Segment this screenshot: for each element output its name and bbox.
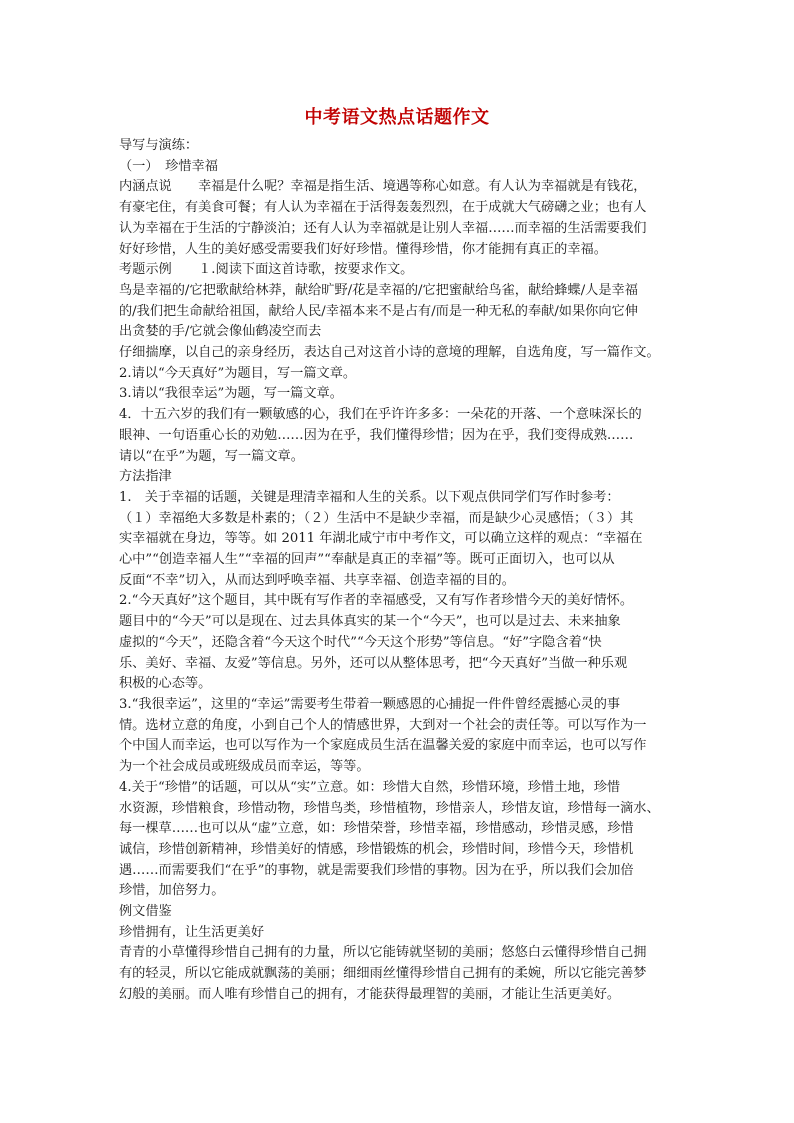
text-line: 1. 关于幸福的话题，关键是理清幸福和人生的关系。以下观点供同学们写作时参考： (119, 489, 620, 505)
text-line: 有的轻灵，所以它能成就飘荡的美丽；细细雨丝懂得珍惜自己拥有的柔婉，所以它能完善梦 (119, 966, 647, 982)
text-line: 积极的心态等。 (119, 676, 212, 692)
text-line: 请以“在乎”为题，写一篇文章。 (119, 448, 304, 464)
text-line: 2.“今天真好”这个题目，其中既有写作者的幸福感受，又有写作者珍惜今天的美好情怀。 (119, 593, 633, 609)
text-line: 虚拟的“今天”，还隐含着“今天这个时代”“今天这个形势”等信息。“好”字隐含着“快 (119, 634, 602, 650)
text-line: 题目中的“今天”可以是现在、过去具体真实的某一个“今天”，也可以是过去、未来抽象 (119, 614, 621, 630)
text-line: 青青的小草懂得珍惜自己拥有的力量，所以它能铸就坚韧的美丽；悠悠白云懂得珍惜自己拥 (119, 945, 647, 961)
text-line: 3.请以“我很幸运”为题，写一篇文章。 (119, 386, 343, 402)
text-line: 的/我们把生命献给祖国，献给人民/幸福本来不是占有/而是一种无私的奉献/如果你向它伸 (119, 303, 638, 319)
text-line: 出贪婪的手/它就会像仙鹤凌空而去 (119, 324, 322, 340)
document-title: 中考语文热点话题作文 (304, 107, 490, 128)
text-line: 每一棵草……也可以从“虚”立意，如：珍惜荣誉，珍惜幸福，珍惜感动，珍惜灵感，珍惜 (119, 821, 634, 837)
text-line: 4.关于“珍惜”的话题，可以从“实”立意。如：珍惜大自然，珍惜环境，珍惜土地，珍惜 (119, 779, 621, 795)
text-line: （１）幸福绝大多数是朴素的；（２）生活中不是缺少幸福，而是缺少心灵感悟；（３）其 (119, 510, 634, 526)
text-line: 2.请以“今天真好”为题目，写一篇文章。 (119, 365, 357, 381)
text-line: 情。选材立意的角度，小到自己个人的情感世界，大到对一个社会的责任等。可以写作为一 (119, 717, 647, 733)
text-line: 4．十五六岁的我们有一颗敏感的心，我们在乎许许多多：一朵花的开落、一个意味深长的 (119, 407, 642, 423)
text-line: （一） 珍惜幸福 (119, 158, 218, 174)
document-body (119, 136, 679, 1006)
text-line: 乐、美好、幸福、友爱”等信息。另外，还可以从整体思考，把“今天真好”当做一种乐观 (119, 655, 628, 671)
text-line: 有豪宅住，有美食可餐；有人认为幸福在于活得轰轰烈烈，在于成就大气磅礴之业；也有人 (119, 200, 647, 216)
text-line: 个中国人而幸运，也可以写作为一个家庭成员生活在温馨关爱的家庭中而幸运，也可以写作 (119, 738, 647, 754)
text-line: 珍惜拥有，让生活更美好 (119, 924, 265, 940)
text-line: 考题示例 １.阅读下面这首诗歌，按要求作文。 (119, 262, 414, 278)
text-line: 心中”“创造幸福人生”“幸福的回声”“奉献是真正的幸福”等。既可正面切入，也可以从 (119, 552, 615, 568)
text-line: 例文借鉴 (119, 904, 172, 920)
text-line: 鸟是幸福的/它把歌献给林莽，献给旷野/花是幸福的/它把蜜献给鸟雀，献给蜂蝶/人是幸福 (119, 282, 638, 298)
text-line: 为一个社会成员或班级成员而幸运，等等。 (119, 759, 370, 775)
text-line: 反面“不幸”切入，从而达到呼唤幸福、共享幸福、创造幸福的目的。 (119, 572, 515, 588)
text-line: 实幸福就在身边，等等。如 2011 年湖北咸宁市中考作文，可以确立这样的观点：“幸福在 (119, 531, 643, 547)
text-line: 水资源，珍惜粮食，珍惜动物，珍惜鸟类，珍惜植物，珍惜亲人，珍惜友谊，珍惜每一滴水、 (119, 800, 660, 816)
text-line: 眼神、一句语重心长的劝勉……因为在乎，我们懂得珍惜；因为在乎，我们变得成熟…… (119, 427, 634, 443)
text-line: 幻般的美丽。而人唯有珍惜自己的拥有，才能获得最理智的美丽，才能让生活更美好。 (119, 986, 621, 1002)
text-line: 导写与演练： (119, 138, 199, 153)
text-line: 遇……而需要我们“在乎”的事物，就是需要我们珍惜的事物。因为在乎，所以我们会加倍 (119, 862, 634, 878)
text-line: 3.“我很幸运”，这里的“幸运”需要考生带着一颗感恩的心捕捉一件件曾经震撼心灵的事 (119, 696, 621, 712)
text-line: 好好珍惜，人生的美好感受需要我们好好珍惜。懂得珍惜，你才能拥有真正的幸福。 (119, 241, 607, 257)
text-line: 方法指津 (119, 469, 172, 485)
text-line: 诚信，珍惜创新精神，珍惜美好的情感，珍惜锻炼的机会，珍惜时间，珍惜今天，珍惜机 (119, 841, 634, 857)
text-line: 珍惜，加倍努力。 (119, 883, 225, 899)
text-line: 仔细揣摩，以自己的亲身经历，表达自己对这首小诗的意境的理解，自选角度，写一篇作文。 (119, 345, 660, 361)
text-line: 认为幸福在于生活的宁静淡泊；还有人认为幸福就是让别人幸福……而幸福的生活需要我们 (119, 220, 647, 236)
text-line: 内涵点说 幸福是什么呢？幸福是指生活、境遇等称心如意。有人认为幸福就是有钱花， (119, 179, 647, 195)
